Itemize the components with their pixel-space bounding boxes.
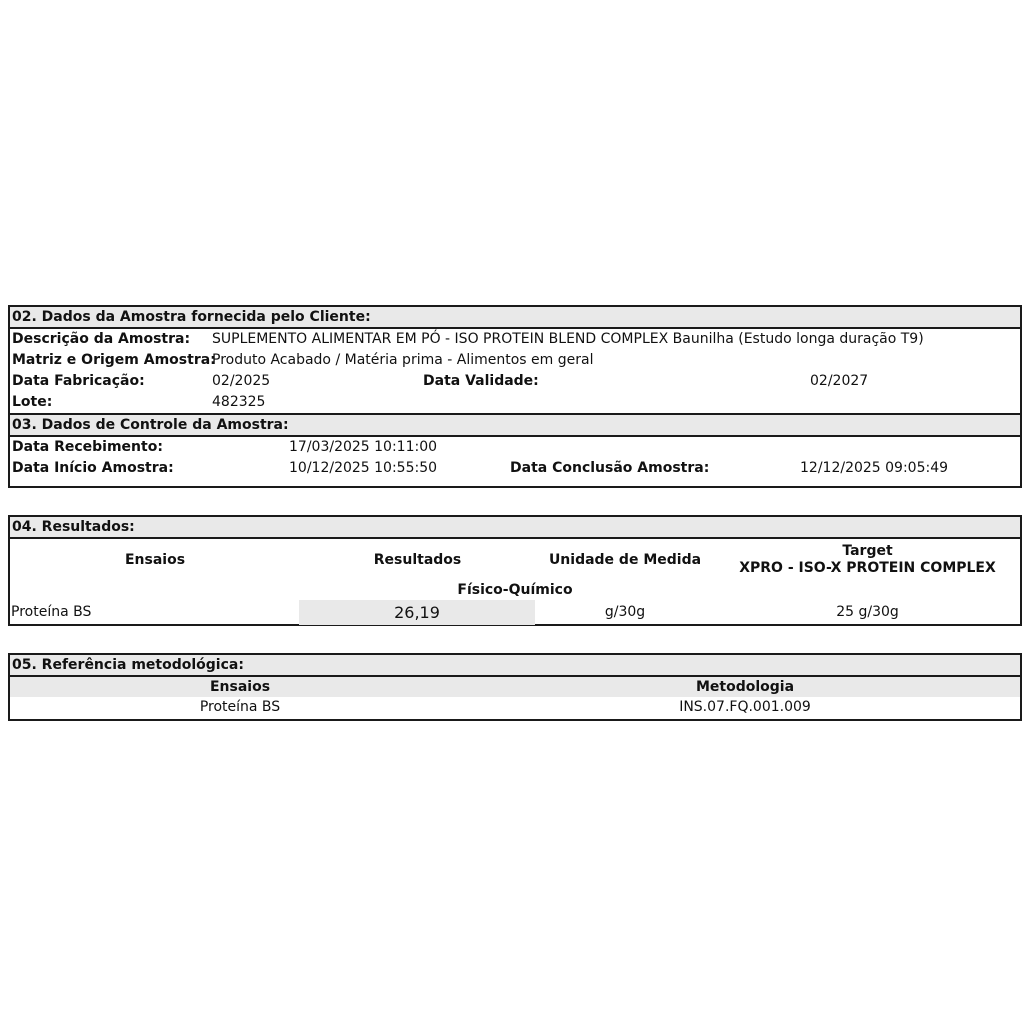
descricao-label: Descrição da Amostra:	[12, 331, 191, 347]
section-02-header: 02. Dados da Amostra fornecida pelo Cliente:	[10, 307, 1020, 329]
lote-row	[10, 392, 1020, 413]
inicio-label: Data Início Amostra:	[12, 460, 174, 476]
section-05-header: 05. Referência metodológica:	[10, 655, 1020, 677]
fabricacao-label: Data Fabricação:	[12, 373, 145, 389]
results-table	[10, 539, 1020, 626]
col-ensaios-header: Ensaios	[124, 552, 186, 568]
fabricacao-value: 02/2025	[212, 373, 271, 389]
col-metodologia-header: Metodologia	[695, 679, 795, 695]
validade-value: 02/2027	[810, 373, 869, 389]
section-04-header: 04. Resultados:	[10, 517, 1020, 539]
descricao-value: SUPLEMENTO ALIMENTAR EM PÓ - ISO PROTEIN BLEND COMPLEX Baunilha (Estudo longa duração T9)	[212, 331, 924, 347]
lote-value: 482325	[212, 394, 266, 410]
sample-data-box	[8, 305, 1022, 488]
result-value: 26,19	[299, 600, 535, 625]
fabricacao-row	[10, 371, 1020, 392]
conclusao-label: Data Conclusão Amostra:	[510, 460, 710, 476]
section-03-header: 03. Dados de Controle da Amostra:	[10, 413, 1020, 437]
descricao-row	[10, 329, 1020, 350]
inicio-row	[10, 458, 1020, 479]
col-target-header-line2: XPRO - ISO-X PROTEIN COMPLEX	[739, 560, 996, 576]
lote-label: Lote:	[12, 394, 53, 410]
method-metodologia: INS.07.FQ.001.009	[679, 699, 811, 715]
matriz-row	[10, 350, 1020, 371]
results-box	[8, 515, 1022, 626]
table-row	[10, 697, 1020, 718]
col-unidade-header: Unidade de Medida	[548, 552, 702, 568]
col-target-header-line1: Target	[842, 543, 893, 559]
recebimento-value: 17/03/2025 10:11:00	[289, 439, 438, 455]
method-ensaio: Proteína BS	[199, 699, 281, 715]
result-unidade: g/30g	[604, 604, 646, 620]
col-ensaios-header: Ensaios	[209, 679, 271, 695]
recebimento-label: Data Recebimento:	[12, 439, 163, 455]
validade-label: Data Validade:	[423, 373, 539, 389]
result-ensaio: Proteína BS	[11, 604, 92, 620]
recebimento-row	[10, 437, 1020, 458]
group-fisico-quimico: Físico-Químico	[457, 582, 573, 598]
matriz-value: Produto Acabado / Matéria prima - Alimentos em geral	[212, 352, 594, 368]
result-target: 25 g/30g	[836, 604, 899, 620]
inicio-value: 10/12/2025 10:55:50	[289, 460, 438, 476]
matriz-label: Matriz e Origem Amostra:	[12, 352, 216, 368]
conclusao-value: 12/12/2025 09:05:49	[800, 460, 949, 476]
methodology-header-row	[10, 677, 1020, 697]
col-resultados-header: Resultados	[373, 552, 462, 568]
methodology-box	[8, 653, 1022, 721]
